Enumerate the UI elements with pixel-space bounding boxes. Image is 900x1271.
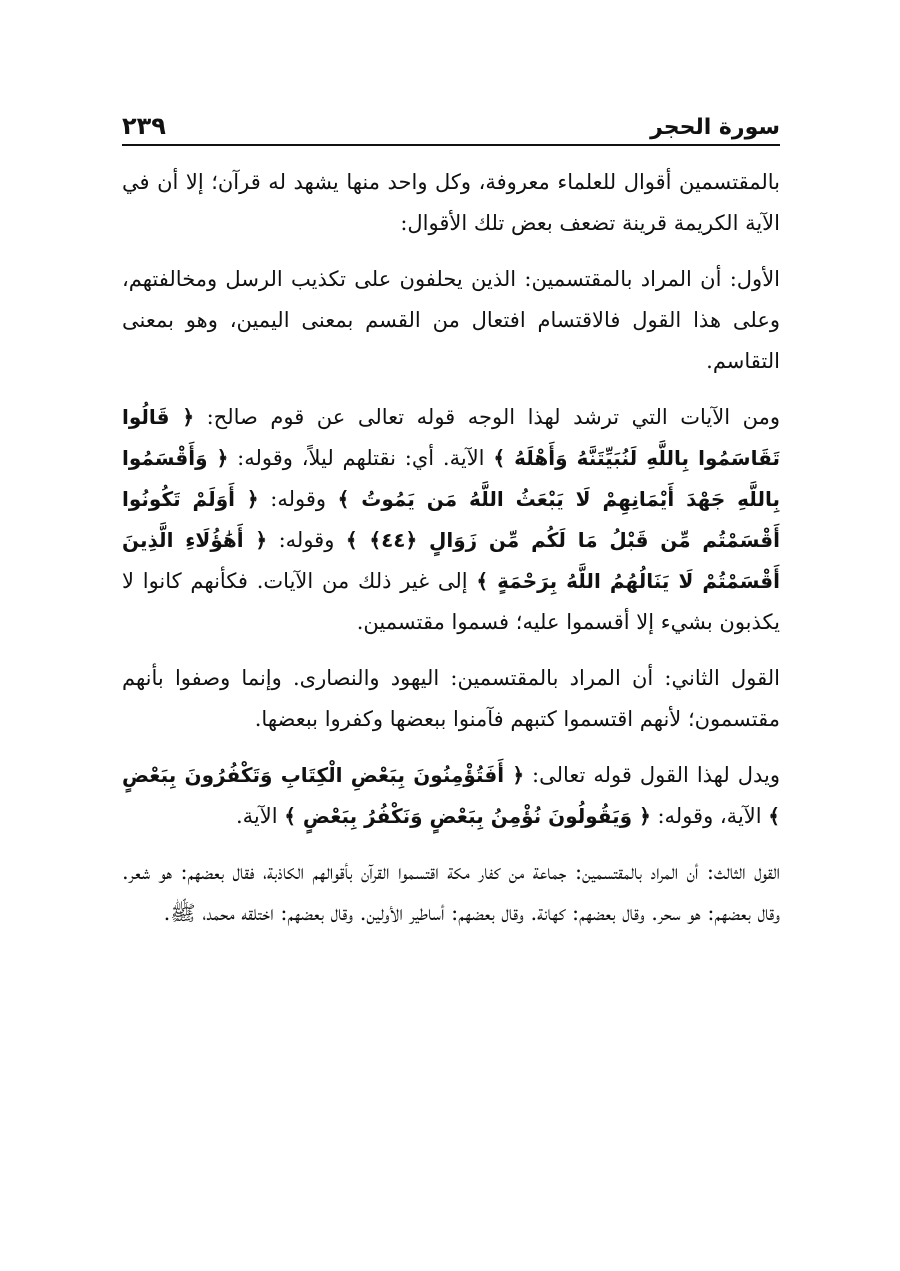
quran-verse: ﴿ أَفَتُؤْمِنُونَ بِبَعْضِ الْكِتَابِ وَتَكْفُرُونَ بِبَعْضٍ ﴾: [122, 763, 780, 828]
paragraph-second-opinion: القول الثاني: أن المراد بالمقتسمين: اليهود والنصارى. وإنما وصفوا بأنهم مقتسمون؛ لأنهم اقتسموا كتبهم فآمنوا ببعضها وكفروا ببعضها.: [122, 666, 780, 731]
quran-verse: ﴿ أَهَٰؤُلَاءِ الَّذِينَ أَقْسَمْتُمْ لَا يَنَالُهُمُ اللَّهُ بِرَحْمَةٍ ﴾: [122, 528, 780, 593]
text-segment: الآية.: [235, 804, 285, 828]
quran-verse: ﴿ وَيَقُولُونَ نُؤْمِنُ بِبَعْضٍ وَنَكْفُرُ بِبَعْضٍ ﴾: [284, 804, 651, 828]
paragraph-second-evidence: [122, 755, 780, 837]
book-page: [122, 100, 780, 1250]
quran-verse: ﴿ أَوَلَمْ تَكُونُوا أَقْسَمْتُم مِّن قَبْلُ مَا لَكُم مِّن زَوَالٍ ﴿٤٤﴾ ﴾: [122, 487, 780, 552]
quran-verse: ﴿ وَأَقْسَمُوا بِاللَّهِ جَهْدَ أَيْمَانِهِمْ لَا يَبْعَثُ اللَّهُ مَن يَمُوتُ ﴾: [122, 446, 780, 511]
text-segment: الآية، وقوله:: [650, 804, 769, 828]
paragraph-first-evidence: [122, 397, 780, 643]
page-number: ٢٣٩: [122, 112, 166, 140]
paragraph-first-opinion: الأول: أن المراد بالمقتسمين: الذين يحلفون على تكذيب الرسل ومخالفتهم، وعلى هذا القول فالاقتسام افتعال من القسم بمعنى اليمين، وهو بمعنى التقاسم.: [122, 267, 780, 373]
text-segment: ويدل لهذا القول قوله تعالى:: [524, 763, 780, 787]
text-segment: ومن الآيات التي ترشد لهذا الوجه قوله تعالى عن قوم صالح:: [194, 405, 780, 429]
text-segment: وقوله:: [267, 528, 346, 552]
paragraph-intro: بالمقتسمين أقوال للعلماء معروفة، وكل واحد منها يشهد له قرآن؛ إلا أن في الآية الكريمة قرينة تضعف بعض تلك الأقوال:: [122, 170, 780, 235]
page-header: [122, 100, 780, 144]
text-segment: الآية. أي: نقتلهم ليلاً، وقوله:: [228, 446, 494, 470]
header-divider: [122, 144, 780, 146]
surah-title: سورة الحجر: [650, 115, 780, 140]
paragraph-third-opinion: القول الثالث: أن المراد بالمقتسمين: جماعة من كفار مكة اقتسموا القرآن بأقوالهم الكاذبة، فقال بعضهم: هو شعر. وقال بعضهم: هو سحر. وقال بعضهم: كهانة. وقال بعضهم: أساطير الأولين. وقال بعضهم: اختلقه محمد، ﷺ.: [122, 860, 780, 925]
text-segment: وقوله:: [258, 487, 338, 511]
text-segment: إلى غير ذلك من الآيات. فكأنهم كانوا لا يكذبون بشيء إلا أقسموا عليه؛ فسموا مقتسمين.: [122, 569, 780, 634]
quran-verse: ﴿ قَالُوا تَقَاسَمُوا بِاللَّهِ لَنُبَيِّتَنَّهُ وَأَهْلَهُ ﴾: [122, 405, 780, 470]
